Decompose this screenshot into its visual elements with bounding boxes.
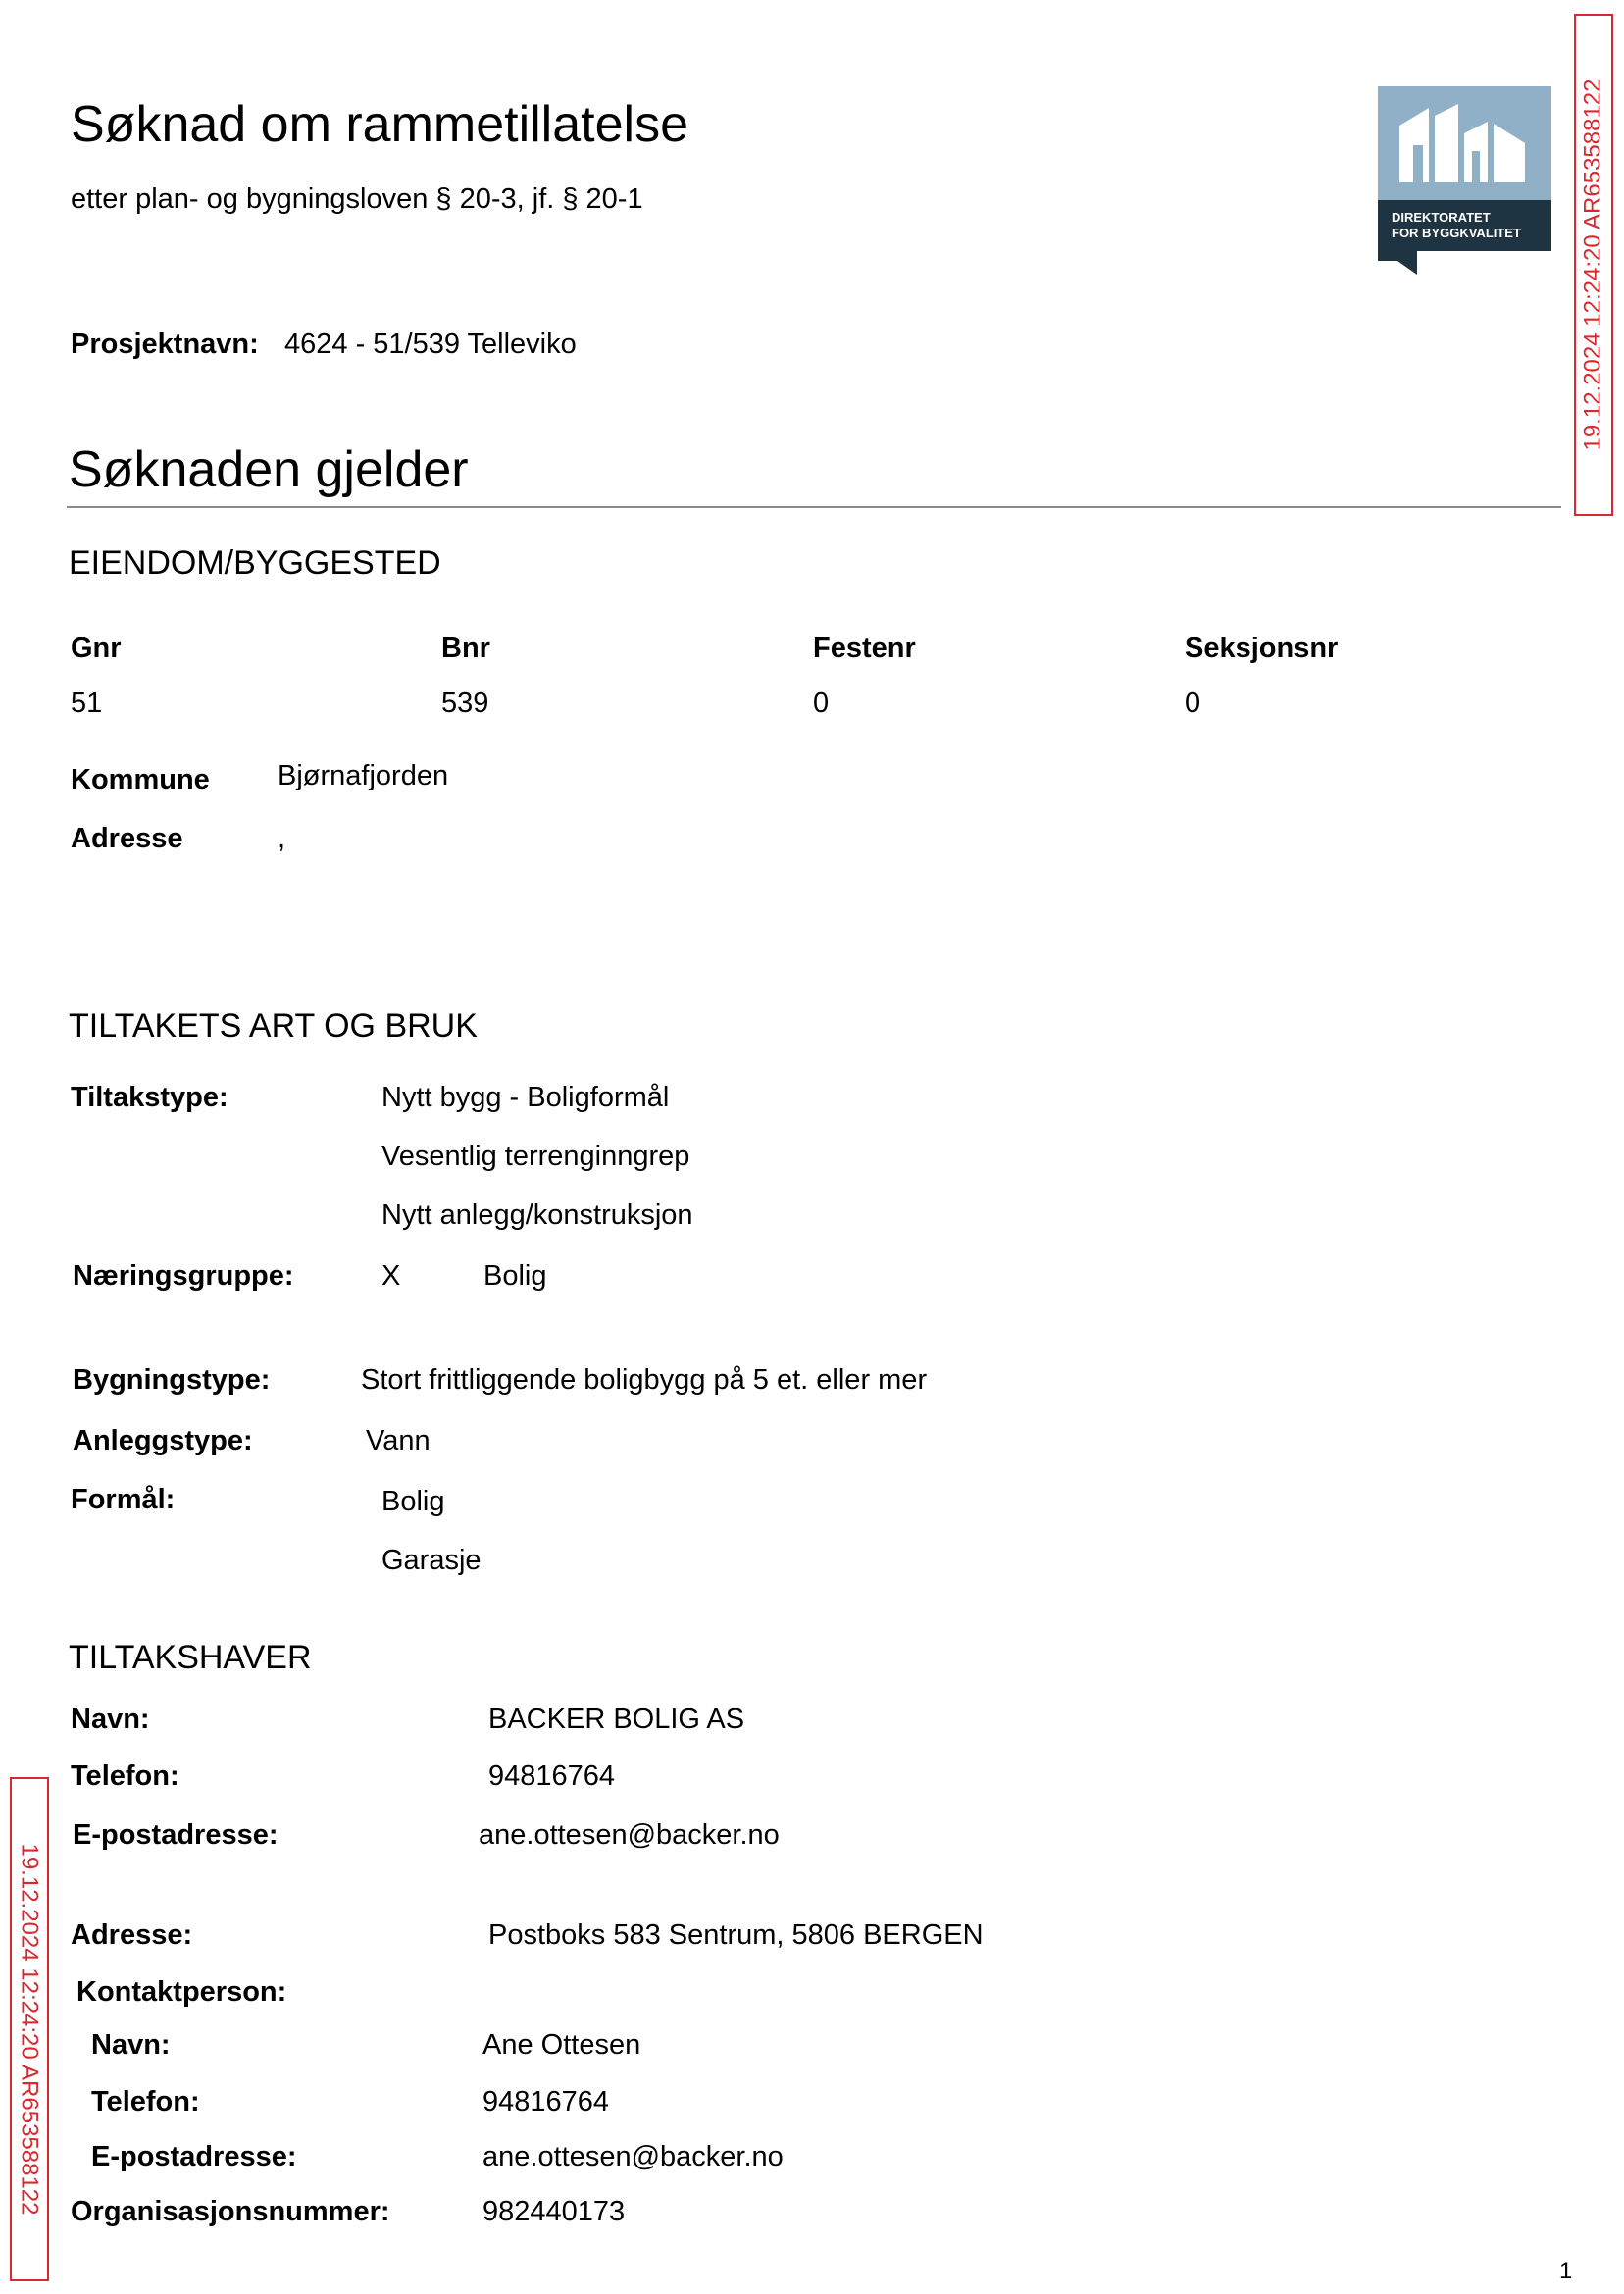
tiltakshaver-epost-label: E-postadresse: [73,1819,279,1851]
tiltakshaver-telefon-value: 94816764 [488,1760,616,1792]
kontakt-navn-label: Navn: [91,2029,171,2061]
timestamp-stamp-left [10,1777,49,2281]
tiltak-heading: TILTAKETS ART OG BRUK [69,1007,478,1045]
kontakt-epost-label: E-postadresse: [91,2141,297,2172]
tiltakstype-value: Vesentlig terrenginngrep [381,1141,690,1172]
gnr-value: 51 [71,688,103,719]
tiltakshaver-adresse-value: Postboks 583 Sentrum, 5806 BERGEN [488,1919,984,1951]
section-title: Søknaden gjelder [69,441,469,498]
naeringsgruppe-label: Næringsgruppe: [73,1260,294,1292]
project-name-label: Prosjektnavn: [71,329,259,360]
kontakt-telefon-value: 94816764 [482,2086,610,2117]
kontakt-navn-value: Ane Ottesen [482,2029,641,2061]
kontakt-epost-value: ane.ottesen@backer.no [482,2141,784,2172]
stamp-text: 19.12.2024 12:24:20 AR653588122 [1580,78,1606,451]
timestamp-stamp-top [1574,14,1613,516]
festenr-value: 0 [813,688,830,719]
anleggstype-value: Vann [366,1425,431,1456]
tiltakstype-label: Tiltakstype: [71,1082,228,1113]
document-subtitle: etter plan- og bygningsloven § 20-3, jf. § 20-1 [71,183,643,215]
tiltakshaver-navn-label: Navn: [71,1704,150,1735]
anleggstype-label: Anleggstype: [73,1425,253,1456]
tiltakshaver-epost-value: ane.ottesen@backer.no [479,1819,780,1851]
tiltakstype-value: Nytt bygg - Boligformål [381,1082,670,1113]
tiltakshaver-heading: TILTAKSHAVER [69,1639,312,1676]
orgnr-value: 982440173 [482,2196,626,2227]
bnr-label: Bnr [441,633,490,664]
kontakt-telefon-label: Telefon: [91,2086,200,2117]
tiltakshaver-adresse-label: Adresse: [71,1919,193,1951]
logo-line-2: FOR BYGGKVALITET [1392,226,1521,240]
dibk-logo-graphic [1378,86,1551,275]
bnr-value: 539 [441,688,489,719]
logo-line-1: DIREKTORATET [1392,210,1491,225]
seksjonsnr-value: 0 [1185,688,1201,719]
bygningstype-label: Bygningstype: [73,1364,271,1396]
stamp-text: 19.12.2024 12:24:20 AR653588122 [17,1843,43,2216]
kommune-value: Bjørnafjorden [278,760,449,791]
eiendom-heading: EIENDOM/BYGGESTED [69,544,441,582]
adresse-label: Adresse [71,823,183,854]
orgnr-label: Organisasjonsnummer: [71,2196,390,2227]
page-number: 1 [1559,2258,1573,2284]
document-title: Søknad om rammetillatelse [71,96,688,153]
dibk-logo [1378,86,1551,275]
project-name-value: 4624 - 51/539 Telleviko [284,329,577,360]
tiltakshaver-telefon-label: Telefon: [71,1760,179,1792]
formal-label: Formål: [71,1484,176,1515]
naeringsgruppe-value: Bolig [483,1260,547,1292]
gnr-label: Gnr [71,633,122,664]
kontaktperson-label: Kontaktperson: [76,1976,287,2008]
festenr-label: Festenr [813,633,916,664]
tiltakstype-value: Nytt anlegg/konstruksjon [381,1199,693,1231]
tiltakshaver-navn-value: BACKER BOLIG AS [488,1704,745,1735]
formal-value: Bolig [381,1486,445,1517]
section-divider [67,506,1561,508]
bygningstype-value: Stort frittliggende boligbygg på 5 et. eller mer [361,1364,928,1396]
naeringsgruppe-code: X [381,1260,401,1292]
seksjonsnr-label: Seksjonsnr [1185,633,1339,664]
formal-value: Garasje [381,1545,482,1576]
adresse-value: , [278,823,286,854]
kommune-label: Kommune [71,764,210,795]
